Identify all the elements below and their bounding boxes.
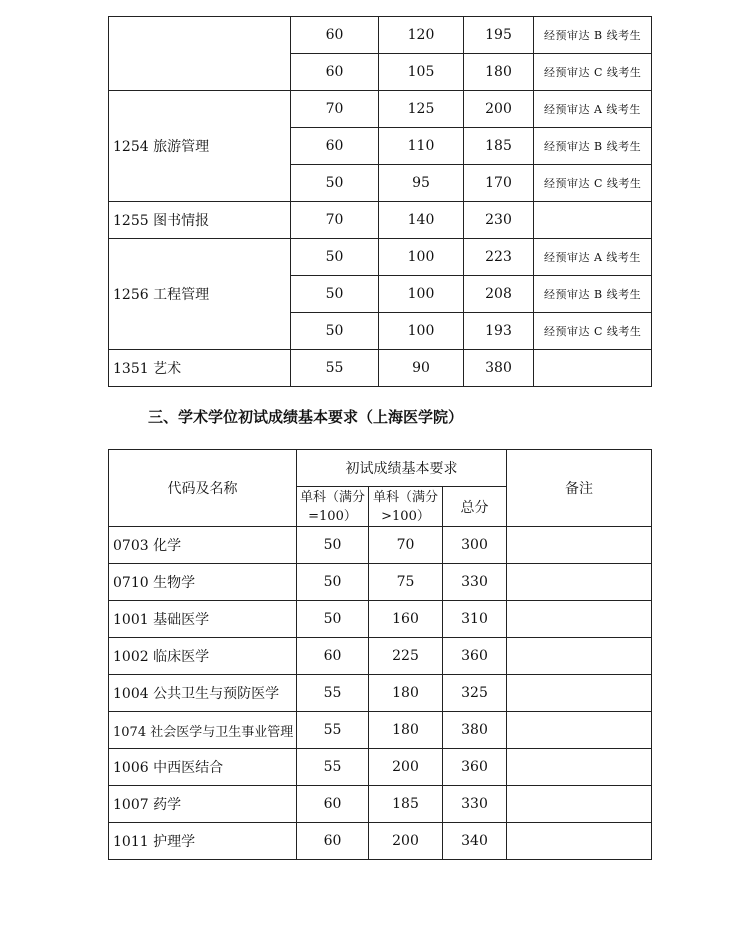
note-cell: 经预审达 C 线考生 — [534, 165, 652, 202]
table-row — [109, 17, 652, 54]
note-cell: 经预审达 B 线考生 — [534, 17, 652, 54]
note-cell — [507, 638, 652, 675]
single-subject-over100-cell: 70 — [369, 527, 443, 564]
total-score-cell: 310 — [443, 601, 507, 638]
single-subject-over100-cell: 185 — [369, 786, 443, 823]
program-name-cell: 1011 护理学 — [109, 823, 297, 860]
single-subject-over100-cell: 95 — [379, 165, 464, 202]
table-row — [109, 823, 652, 860]
total-score-cell: 230 — [464, 202, 534, 239]
note-cell — [507, 527, 652, 564]
single-subject-100-cell: 55 — [297, 675, 369, 712]
note-cell: 经预审达 C 线考生 — [534, 54, 652, 91]
total-score-cell: 300 — [443, 527, 507, 564]
table-row — [109, 239, 652, 276]
note-cell — [507, 823, 652, 860]
single-subject-100-cell: 60 — [291, 54, 379, 91]
program-name-cell: 1002 临床医学 — [109, 638, 297, 675]
note-cell: 经预审达 A 线考生 — [534, 239, 652, 276]
single-subject-100-cell: 50 — [291, 276, 379, 313]
total-score-cell: 223 — [464, 239, 534, 276]
single-subject-over100-cell: 160 — [369, 601, 443, 638]
single-subject-100-cell: 55 — [297, 749, 369, 786]
program-name-cell — [109, 17, 291, 91]
single-subject-100-cell: 60 — [297, 823, 369, 860]
single-subject-100-cell: 50 — [297, 601, 369, 638]
single-subject-100-cell: 70 — [291, 202, 379, 239]
table-row — [109, 749, 652, 786]
single-subject-100-cell: 50 — [291, 165, 379, 202]
total-score-cell: 360 — [443, 749, 507, 786]
single-subject-over100-cell: 100 — [379, 313, 464, 350]
single-subject-100-cell: 50 — [291, 239, 379, 276]
program-name-cell: 0710 生物学 — [109, 564, 297, 601]
single-subject-100-cell: 70 — [291, 91, 379, 128]
single-subject-100-cell: 50 — [297, 564, 369, 601]
single-subject-100-cell: 50 — [291, 313, 379, 350]
header-code-name: 代码及名称 — [109, 450, 297, 527]
total-score-cell: 180 — [464, 54, 534, 91]
header-total: 总分 — [443, 487, 507, 527]
single-subject-over100-cell: 140 — [379, 202, 464, 239]
single-subject-over100-cell: 200 — [369, 823, 443, 860]
table-row — [109, 202, 652, 239]
program-name-cell: 0703 化学 — [109, 527, 297, 564]
note-cell — [507, 749, 652, 786]
note-cell — [507, 601, 652, 638]
score-table-upper — [108, 16, 652, 387]
table-row — [109, 712, 652, 749]
single-subject-over100-cell: 125 — [379, 91, 464, 128]
total-score-cell: 193 — [464, 313, 534, 350]
total-score-cell: 330 — [443, 786, 507, 823]
table-row — [109, 786, 652, 823]
program-name-cell: 1004 公共卫生与预防医学 — [109, 675, 297, 712]
table-row — [109, 527, 652, 564]
table-row — [109, 601, 652, 638]
note-cell: 经预审达 C 线考生 — [534, 313, 652, 350]
note-cell — [507, 712, 652, 749]
total-score-cell: 170 — [464, 165, 534, 202]
total-score-cell: 340 — [443, 823, 507, 860]
program-name-cell: 1074 社会医学与卫生事业管理 — [109, 712, 297, 749]
single-subject-100-cell: 60 — [291, 17, 379, 54]
note-cell — [507, 786, 652, 823]
single-subject-over100-cell: 200 — [369, 749, 443, 786]
total-score-cell: 380 — [464, 350, 534, 387]
total-score-cell: 360 — [443, 638, 507, 675]
single-subject-over100-cell: 100 — [379, 276, 464, 313]
total-score-cell: 200 — [464, 91, 534, 128]
single-subject-100-cell: 55 — [291, 350, 379, 387]
single-subject-over100-cell: 225 — [369, 638, 443, 675]
note-cell: 经预审达 A 线考生 — [534, 91, 652, 128]
single-subject-over100-cell: 180 — [369, 675, 443, 712]
note-cell — [507, 564, 652, 601]
table-row — [109, 675, 652, 712]
header-row — [109, 450, 652, 487]
section-title: 三、学术学位初试成绩基本要求（上海医学院） — [148, 408, 464, 426]
header-single-subject-over100: 单科（满分>100） — [369, 487, 443, 527]
score-table-medical — [108, 449, 652, 860]
single-subject-100-cell: 55 — [297, 712, 369, 749]
single-subject-100-cell: 60 — [291, 128, 379, 165]
program-name-cell: 1255 图书情报 — [109, 202, 291, 239]
program-name-cell: 1256 工程管理 — [109, 239, 291, 350]
table-row — [109, 638, 652, 675]
program-name-cell: 1254 旅游管理 — [109, 91, 291, 202]
program-name-cell: 1001 基础医学 — [109, 601, 297, 638]
single-subject-over100-cell: 110 — [379, 128, 464, 165]
single-subject-100-cell: 60 — [297, 638, 369, 675]
program-name-cell: 1351 艺术 — [109, 350, 291, 387]
note-cell — [507, 675, 652, 712]
single-subject-over100-cell: 90 — [379, 350, 464, 387]
header-single-subject-100: 单科（满分=100） — [297, 487, 369, 527]
total-score-cell: 185 — [464, 128, 534, 165]
program-name-cell: 1006 中西医结合 — [109, 749, 297, 786]
header-score-group: 初试成绩基本要求 — [297, 450, 507, 487]
note-cell — [534, 350, 652, 387]
table-row — [109, 564, 652, 601]
header-note: 备注 — [507, 450, 652, 527]
program-name-cell: 1007 药学 — [109, 786, 297, 823]
single-subject-over100-cell: 105 — [379, 54, 464, 91]
single-subject-100-cell: 50 — [297, 527, 369, 564]
single-subject-over100-cell: 180 — [369, 712, 443, 749]
note-cell: 经预审达 B 线考生 — [534, 128, 652, 165]
single-subject-over100-cell: 120 — [379, 17, 464, 54]
single-subject-100-cell: 60 — [297, 786, 369, 823]
total-score-cell: 325 — [443, 675, 507, 712]
single-subject-over100-cell: 100 — [379, 239, 464, 276]
note-cell — [534, 202, 652, 239]
table-row — [109, 91, 652, 128]
single-subject-over100-cell: 75 — [369, 564, 443, 601]
total-score-cell: 195 — [464, 17, 534, 54]
total-score-cell: 380 — [443, 712, 507, 749]
table-row — [109, 350, 652, 387]
total-score-cell: 330 — [443, 564, 507, 601]
note-cell: 经预审达 B 线考生 — [534, 276, 652, 313]
total-score-cell: 208 — [464, 276, 534, 313]
